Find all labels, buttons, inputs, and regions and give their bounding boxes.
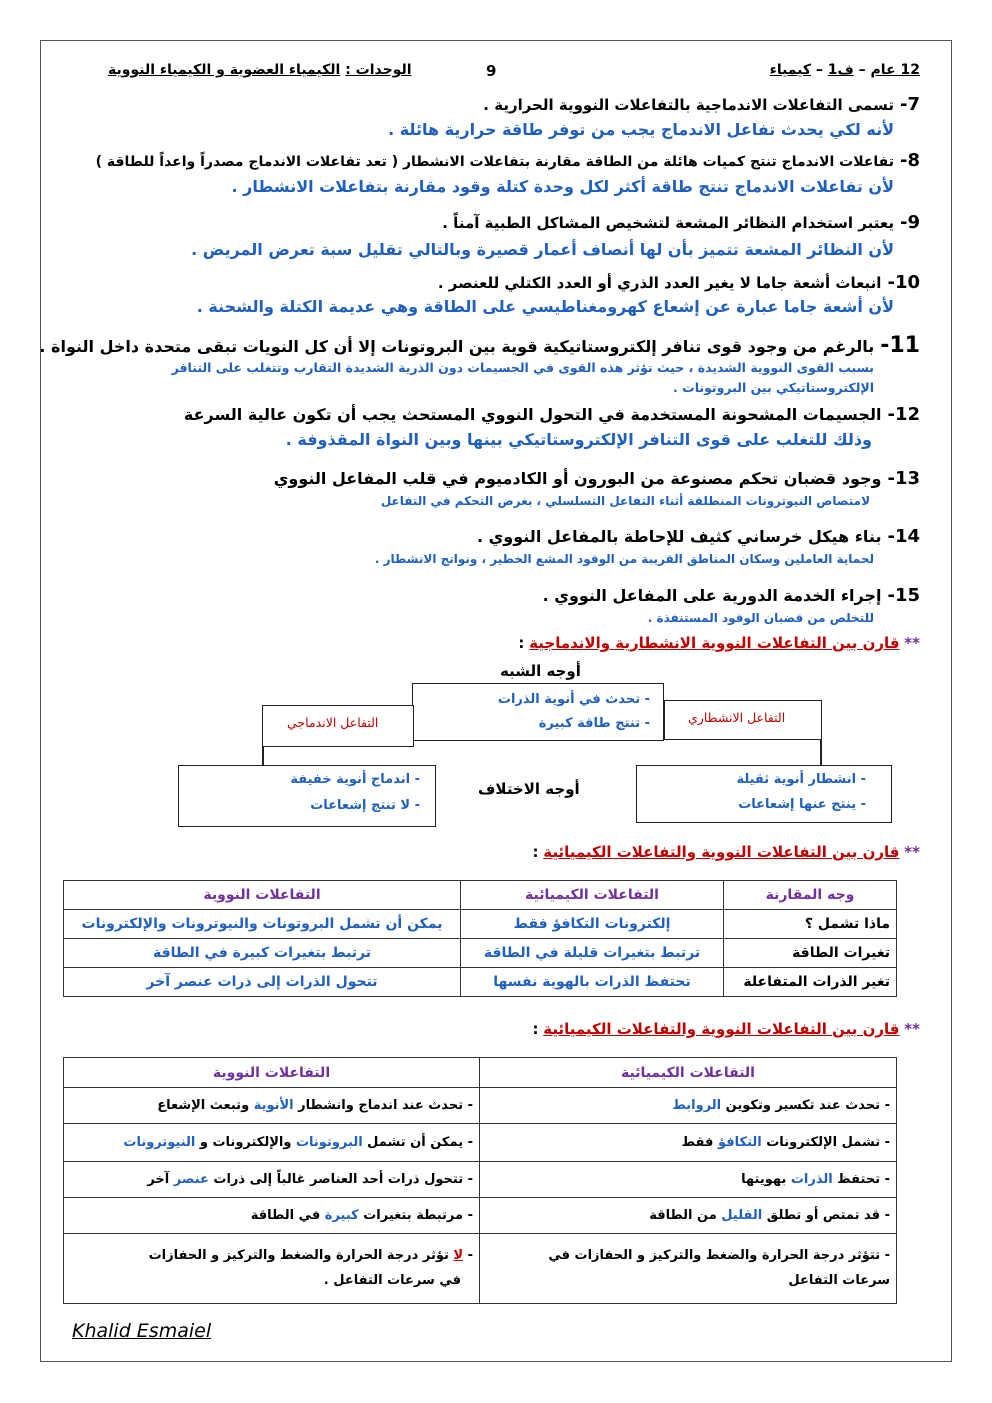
question-number: 15- xyxy=(887,585,920,606)
answer-11-line1: بسبب القوى النووية الشديدة ، حيث تؤثر هذه القوى في الجسيمات دون الذرية الشديدة التقارب وتتغلب على التنافر xyxy=(171,360,874,375)
question-text: الجسيمات المشحونة المستخدمة في التحول النووي المستحث يجب أن تكون عالية السرعة xyxy=(183,405,882,424)
question-text: إجراء الخدمة الدورية على المفاعل النووي . xyxy=(542,586,882,605)
cell-text: تؤثر درجة الحرارة والضغط والتركيز و الحفازات xyxy=(148,1247,454,1263)
answer-10: لأن أشعة جاما عبارة عن إشعاع كهرومغناطيسي على الطاقة وهي عديمة الكتلة والشحنة . xyxy=(196,297,894,316)
connector-line xyxy=(820,740,822,765)
question-text: بالرغم من وجود قوى تنافر إلكتروستاتيكية قوية بين البروتونات إلا أن كل النويات تبقى متحدة داخل النواة . xyxy=(39,337,875,356)
question-text: تفاعلات الاندماج تنتج كميات هائلة من الطاقة مقارنة بتفاعلات الانشطار ( تعد تفاعلات الاندماج مصدراً واعداً للطاقة ) xyxy=(95,154,894,170)
table-cell xyxy=(480,1124,897,1162)
compare1-stars: ** xyxy=(904,634,920,652)
table-cell xyxy=(64,1088,480,1124)
cell-keyword: الأنوية xyxy=(253,1098,294,1113)
similarity-item: - تحدث في أنوية الذرات xyxy=(497,692,650,707)
compare3-stars: ** xyxy=(904,1020,920,1038)
fission-point: - انشطار أنوية ثقيلة xyxy=(736,772,866,787)
question-7 xyxy=(70,94,920,117)
table-cell: تتحول الذرات إلى ذرات عنصر آخر xyxy=(64,968,461,997)
table-cell xyxy=(64,1234,480,1304)
header-units xyxy=(108,62,412,84)
question-text: يعتبر استخدام النظائر المشعة لتشخيص المشاكل الطبية آمناً . xyxy=(442,214,894,232)
question-13 xyxy=(70,468,920,491)
compare2-stars: ** xyxy=(904,843,920,861)
question-15 xyxy=(70,585,920,608)
table-row xyxy=(64,1198,897,1234)
question-text: تسمى التفاعلات الاندماجية بالتفاعلات النووية الحرارية . xyxy=(483,96,894,114)
cell-text: آخر xyxy=(147,1172,174,1187)
cell-text: - تحدث عند اندماج وانشطار xyxy=(293,1098,473,1113)
table-cell xyxy=(480,1198,897,1234)
question-11 xyxy=(39,332,920,360)
table-cell: ترتبط بتغيرات كبيرة في الطاقة xyxy=(64,939,461,968)
fusion-title: التفاعل الاندماجي xyxy=(287,715,379,730)
table-cell xyxy=(480,1234,897,1304)
cell-keyword: عنصر xyxy=(173,1172,209,1187)
fission-title: التفاعل الانشطاري xyxy=(688,710,786,725)
cell-text: في الطاقة xyxy=(250,1208,325,1223)
compare2-colon: : xyxy=(532,843,539,861)
table-cell xyxy=(64,1124,480,1162)
answer-14: لحماية العاملين وسكان المناطق القريبة من الوقود المشع الخطير ، ونواتج الانشطار . xyxy=(374,552,874,566)
cell-text: - تتحول ذرات أحد العناصر غالباً إلى ذرات xyxy=(208,1172,473,1187)
cell-line: - لا تؤثر درجة الحرارة والضغط والتركيز و الحفازات xyxy=(148,1247,473,1263)
table-row xyxy=(64,1124,897,1162)
cell-line: في سرعات التفاعل . xyxy=(323,1272,461,1288)
cell-keyword: القليل xyxy=(721,1208,763,1223)
table-cell: ترتبط بتغيرات قليلة في الطاقة xyxy=(461,939,724,968)
cell-text: والإلكترونات و xyxy=(195,1135,296,1150)
question-number: 12- xyxy=(887,404,920,425)
answer-13: لامتصاص النيوترونات المنطلقة أثناء التفاعل التسلسلي ، بغرض التحكم في التفاعل xyxy=(380,494,870,508)
cell-text: - تحدث عند تكسير وتكوين xyxy=(721,1098,890,1113)
question-12 xyxy=(70,404,920,427)
cell-keyword: كبيرة xyxy=(324,1208,359,1223)
table-header: التفاعلات النووية xyxy=(64,1058,480,1088)
question-number: 11- xyxy=(880,333,920,358)
table-cell: ماذا تشمل ؟ xyxy=(724,910,897,939)
table-cell: تغيرات الطاقة xyxy=(724,939,897,968)
question-number: 9- xyxy=(899,212,920,233)
table-cell: تحتفظ الذرات بالهوية نفسها xyxy=(461,968,724,997)
answer-15: للتخلص من قضبان الوقود المستنفذة . xyxy=(647,611,874,625)
cell-text: - تحتفظ xyxy=(832,1172,890,1187)
question-text: بناء هيكل خرساني كثيف للإحاطة بالمفاعل النووي . xyxy=(476,527,882,546)
question-10 xyxy=(70,272,920,295)
question-number: 14- xyxy=(887,526,920,547)
table-header: التفاعلات الكيميائية xyxy=(480,1058,897,1088)
header-course: 12 عام – ف1 – كيمياء xyxy=(769,62,920,78)
table-row xyxy=(64,910,897,939)
negation-word: لا xyxy=(453,1247,464,1263)
compare3-colon: : xyxy=(532,1020,539,1038)
connector-line xyxy=(262,747,264,765)
differences-label: أوجه الاختلاف xyxy=(478,780,580,798)
fusion-point: - لا تنتج إشعاعات xyxy=(310,798,420,813)
question-number: 13- xyxy=(887,468,920,489)
cell-text: - تشمل الإلكترونات xyxy=(761,1135,890,1150)
table-header: التفاعلات الكيميائية xyxy=(461,881,724,910)
similarities-label: أوجه الشبه xyxy=(500,662,581,680)
cell-text: وتبعث الإشعاع xyxy=(157,1098,254,1113)
header-grade: 12 عام xyxy=(870,62,920,78)
cell-text: بهويتها xyxy=(741,1172,791,1187)
question-number: 8- xyxy=(899,150,920,171)
header-units-text: الكيمياء العضوية و الكيمياء النووية xyxy=(108,62,341,78)
question-text: انبعاث أشعة جاما لا يغير العدد الذري أو العدد الكتلي للعنصر . xyxy=(437,274,882,292)
table-row xyxy=(64,1162,897,1198)
author-signature: Khalid Esmaiel xyxy=(72,1320,212,1342)
answer-11-line2: الإلكتروستاتيكي بين البروتونات . xyxy=(673,380,874,395)
cell-keyword: البروتونات xyxy=(295,1135,363,1150)
cell-keyword: التكافؤ xyxy=(717,1135,762,1150)
cell-keyword: الروابط xyxy=(672,1098,722,1113)
cell-text: - يمكن أن تشمل xyxy=(362,1135,473,1150)
cell-text: من الطاقة xyxy=(649,1208,722,1223)
question-14 xyxy=(70,526,920,549)
table-cell xyxy=(64,1162,480,1198)
compare1-colon: : xyxy=(518,634,525,652)
table-cell xyxy=(64,1198,480,1234)
answer-9: لأن النظائر المشعة تتميز بأن لها أنصاف أعمار قصيرة وبالتالي تقليل سبة تعرض المريض . xyxy=(191,240,894,259)
table-row xyxy=(64,968,897,997)
cell-line: سرعات التفاعل xyxy=(788,1272,890,1288)
table-cell: تغير الذرات المتفاعلة xyxy=(724,968,897,997)
table-header: وجه المقارنة xyxy=(724,881,897,910)
question-9 xyxy=(70,212,920,235)
answer-7: لأنه لكي يحدث تفاعل الاندماج يجب من توفر طاقة حرارية هائلة . xyxy=(388,120,894,139)
answer-8: لأن تفاعلات الاندماج تنتج طاقة أكثر لكل وحدة كتلة وقود مقارنة بتفاعلات الانشطار . xyxy=(231,177,894,196)
fusion-point: - اندماج أنوية خفيفة xyxy=(290,772,420,787)
cell-keyword: النيوترونات xyxy=(123,1135,196,1150)
cell-text: - قد تمتص أو تطلق xyxy=(762,1208,890,1223)
compare1-title xyxy=(518,634,920,652)
table-header-row xyxy=(64,881,897,910)
question-8 xyxy=(70,150,920,173)
table-row xyxy=(64,1088,897,1124)
compare2-title-text: قارن بين التفاعلات النووية والتفاعلات الكيميائية xyxy=(543,843,900,861)
question-number: 10- xyxy=(887,272,920,293)
compare2-title xyxy=(532,843,920,861)
cell-line: - تتؤثر درجة الحرارة والضغط والتركيز و الحفازات في xyxy=(548,1247,890,1263)
table-cell xyxy=(480,1162,897,1198)
table-cell: إلكترونات التكافؤ فقط xyxy=(461,910,724,939)
compare3-title xyxy=(532,1020,920,1038)
compare3-title-text: قارن بين التفاعلات النووية والتفاعلات الكيميائية xyxy=(543,1020,900,1038)
table-header: التفاعلات النووية xyxy=(64,881,461,910)
table-row xyxy=(64,939,897,968)
question-number: 7- xyxy=(899,94,920,115)
compare1-title-text: قارن بين التفاعلات النووية الانشطارية والاندماجية xyxy=(529,634,900,652)
header-page-number: 9 xyxy=(486,62,497,80)
header-term: ف1 xyxy=(827,62,854,78)
question-text: وجود قضبان تحكم مصنوعة من البورون أو الكادميوم في قلب المفاعل النووي xyxy=(273,469,882,488)
table-header-row xyxy=(64,1058,897,1088)
table-cell: يمكن أن تشمل البروتونات والنيوترونات والإلكترونات xyxy=(64,910,461,939)
header-units-label: الوحدات : xyxy=(345,62,412,78)
table-row xyxy=(64,1234,897,1304)
header-subject: كيمياء xyxy=(769,62,812,78)
cell-text: - مرتبطة بتغيرات xyxy=(358,1208,473,1223)
answer-12: وذلك للتغلب على قوى التنافر الإلكتروستاتيكي بينها وبين النواة المقذوفة . xyxy=(285,430,872,449)
table-cell xyxy=(480,1088,897,1124)
comparison-table-2 xyxy=(63,1057,897,1304)
fission-point: - ينتج عنها إشعاعات xyxy=(738,797,866,812)
cell-text: فقط xyxy=(681,1135,718,1150)
comparison-table-1 xyxy=(63,880,897,997)
cell-keyword: الذرات xyxy=(790,1172,833,1187)
similarity-item: - تنتج طاقة كبيرة xyxy=(538,716,650,731)
